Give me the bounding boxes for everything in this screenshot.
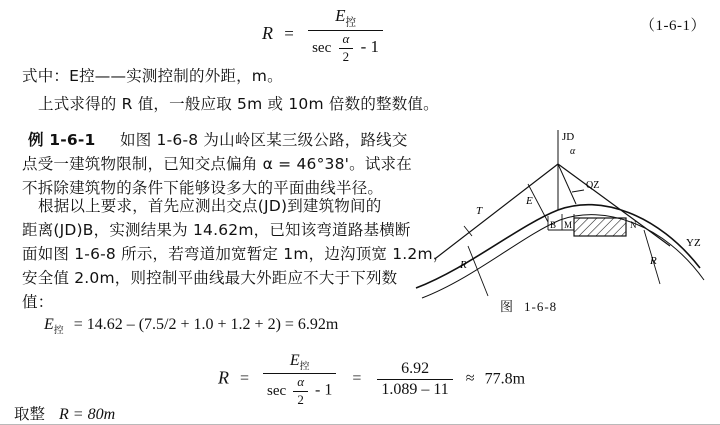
radius-lhs: R: [218, 367, 229, 388]
equation-radius-result: [218, 352, 525, 407]
sec-keyword: sec: [312, 39, 332, 56]
road-curve-outer: [422, 215, 704, 298]
text-where-clause: 式中：E控——实测控制的外距，m。: [22, 67, 283, 85]
text-note-rounding: 上式求得的 R 值，一般应取 5m 或 10m 倍数的整数值。: [38, 95, 439, 113]
paragraph2-line1: 根据以上要求，首先应测出交点(JD)到建筑物间的: [38, 197, 382, 215]
radius-alpha: α: [297, 374, 305, 390]
alpha-symbol: α: [342, 31, 350, 47]
label-qz: QZ: [586, 180, 600, 191]
paragraph2-line4: 安全值 2.0m，则控制平曲线最大外距应不大于下列数: [22, 269, 398, 287]
example-text-line2: 点受一建筑物限制，已知交点偏角 α = 46°38'。试求在: [22, 155, 412, 173]
numerator-subscript: 控: [345, 16, 356, 29]
equation-fraction: [308, 6, 383, 64]
radius-frac1-e-sub: 控: [299, 361, 310, 373]
label-n: N: [630, 220, 637, 230]
label-t: T: [476, 205, 483, 217]
e-control-rhs: = 14.62 – (7.5/2 + 1.0 + 1.2 + 2) = 6.92m: [73, 316, 339, 333]
label-r-left: R: [460, 259, 467, 271]
radius-alpha-over-two: [293, 375, 308, 407]
radius-equals-1: =: [240, 370, 250, 388]
radius-approx-sign: ≈: [465, 370, 475, 388]
label-yz: YZ: [686, 237, 701, 249]
alpha-over-two: [339, 32, 354, 64]
equation-numerator: [308, 6, 383, 30]
equation-equals: =: [284, 24, 294, 44]
figure-caption: [500, 296, 557, 315]
equation-denominator: [308, 30, 383, 64]
radius-sec-keyword: sec: [267, 382, 287, 399]
radius-frac2-denominator: 1.089 – 11: [377, 379, 452, 399]
radius-left-line: [468, 246, 488, 296]
final-value: R = 80m: [59, 406, 116, 423]
figure-caption-label: 图: [500, 300, 515, 315]
radius-frac1-numerator: [263, 352, 336, 373]
final-label: 取整: [14, 405, 46, 423]
radius-den-suffix: - 1: [315, 382, 333, 400]
radius-equals-2: =: [352, 370, 362, 388]
label-jd: JD: [562, 131, 575, 143]
radius-two: 2: [293, 391, 308, 408]
building-rect: [574, 218, 626, 236]
label-alpha: α: [570, 146, 576, 157]
radius-result-value: 77.8m: [484, 370, 526, 388]
denominator-suffix: - 1: [360, 37, 379, 57]
paragraph2-line3: 面如图 1-6-8 所示，若弯道加宽暂定 1m，边沟顶宽 1.2m，: [22, 245, 449, 263]
label-b: B: [550, 220, 557, 230]
e-symbol: E: [44, 316, 54, 333]
radius-frac2-numerator: 6.92: [401, 360, 430, 378]
example-text-line3: 不拆除建筑物的条件下能够设多大的平面曲线半径。: [22, 179, 384, 197]
figure-drawing: [408, 118, 708, 308]
figure-1-6-8: [408, 118, 708, 308]
example-label: 例 1-6-1: [28, 131, 96, 149]
equation-lhs: R: [262, 23, 273, 44]
radius-fraction-symbolic: [263, 352, 336, 407]
example-text-line1: 如图 1-6-8 为山岭区某三级公路，路线交: [120, 131, 408, 149]
final-rounded-line: [14, 402, 115, 424]
numerator-base: E: [335, 6, 346, 25]
figure-caption-number: 1-6-8: [524, 299, 558, 314]
radius-frac1-denominator: [263, 373, 336, 407]
label-e: E: [526, 195, 533, 207]
equation-1-6-1: [262, 6, 386, 64]
two-literal: 2: [339, 48, 354, 65]
paragraph2-line5: 值：: [22, 293, 54, 311]
qz-leader: [572, 190, 584, 192]
radius-fraction-numeric: [377, 360, 452, 399]
equation-e-control: [44, 316, 338, 336]
label-m: M: [564, 220, 573, 230]
radius-frac1-e: E: [289, 352, 300, 369]
e-subscript: 控: [53, 325, 64, 337]
label-r-right: R: [650, 255, 657, 267]
equation-number: （1-6-1）: [640, 18, 706, 34]
paragraph2-line2: 距离(JD)B，实测结果为 14.62m，已知该弯道路基横断: [22, 221, 411, 239]
